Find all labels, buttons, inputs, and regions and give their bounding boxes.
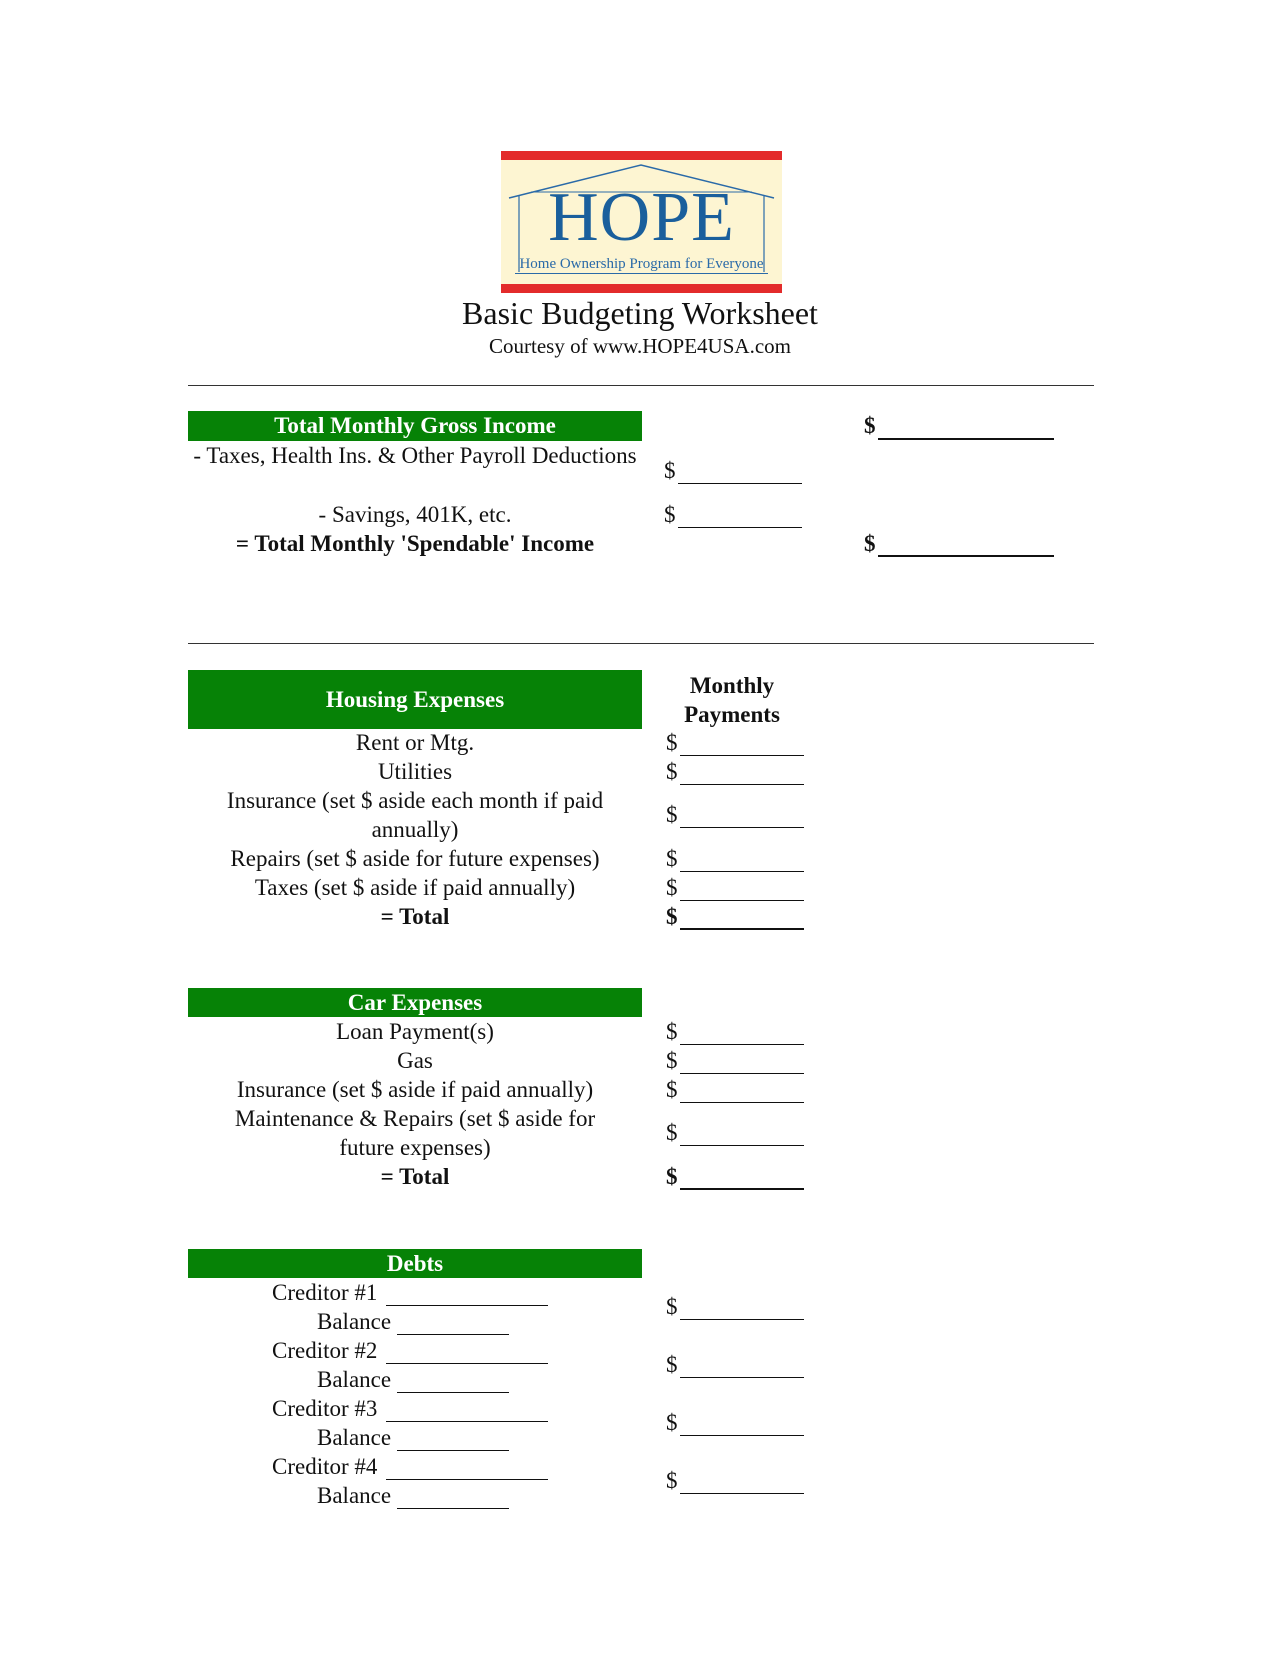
- creditor-4-payment-field[interactable]: [680, 1493, 804, 1494]
- car-total-symbol: $: [666, 1164, 678, 1189]
- creditor-2-label: Creditor #2: [272, 1338, 378, 1363]
- creditor-3-balance-label: Balance: [317, 1425, 392, 1450]
- income-heading: Total Monthly Gross Income: [188, 411, 642, 441]
- creditor-2-balance-label: Balance: [317, 1367, 392, 1392]
- housing-rent-symbol: $: [666, 730, 678, 755]
- deductions-field[interactable]: [678, 483, 802, 484]
- housing-insurance-symbol: $: [666, 802, 678, 827]
- logo-wordmark: HOPE: [548, 179, 735, 256]
- creditor-1-payment-field[interactable]: [680, 1319, 804, 1320]
- creditor-1-name-field[interactable]: [386, 1305, 548, 1306]
- car-loan-field[interactable]: [680, 1044, 804, 1045]
- page-subtitle: Courtesy of www.HOPE4USA.com: [489, 334, 791, 358]
- logo-rule: [515, 273, 768, 274]
- housing-taxes-symbol: $: [666, 875, 678, 900]
- savings-field[interactable]: [678, 527, 802, 528]
- housing-rent-label: Rent or Mtg.: [355, 730, 475, 755]
- housing-insurance-field[interactable]: [680, 827, 804, 828]
- creditor-2-balance-field[interactable]: [397, 1392, 509, 1393]
- logo-top-bar: [501, 151, 782, 160]
- creditor-3-payment-field[interactable]: [680, 1435, 804, 1436]
- car-maintenance-symbol: $: [666, 1120, 678, 1145]
- gross-income-field[interactable]: [878, 438, 1054, 440]
- car-insurance-symbol: $: [666, 1077, 678, 1102]
- savings-label: - Savings, 401K, etc.: [318, 502, 512, 527]
- housing-taxes-label: Taxes (set $ aside if paid annually): [254, 875, 576, 900]
- debts-heading: Debts: [188, 1249, 642, 1278]
- housing-total-label: = Total: [380, 904, 450, 929]
- housing-heading: Housing Expenses: [188, 670, 642, 729]
- car-loan-symbol: $: [666, 1019, 678, 1044]
- deductions-symbol: $: [664, 458, 676, 483]
- car-insurance-label: Insurance (set $ aside if paid annually): [236, 1077, 594, 1102]
- spendable-income-symbol: $: [864, 531, 876, 556]
- creditor-4-label: Creditor #4: [272, 1454, 378, 1479]
- logo-bottom-bar: [501, 284, 782, 293]
- creditor-1-balance-label: Balance: [317, 1309, 392, 1334]
- logo-tagline: Home Ownership Program for Everyone: [519, 256, 764, 272]
- car-maintenance-label: Maintenance & Repairs (set $ aside for future expenses): [234, 1106, 596, 1160]
- housing-rent-field[interactable]: [680, 755, 804, 756]
- divider-middle: [188, 643, 1094, 644]
- monthly-payments-header: Monthly Payments: [684, 673, 780, 727]
- creditor-4-name-field[interactable]: [386, 1479, 548, 1480]
- housing-insurance-label: Insurance (set $ aside each month if paid annually): [226, 788, 604, 842]
- creditor-1-symbol: $: [666, 1294, 678, 1319]
- hope-logo: [501, 151, 782, 293]
- car-gas-field[interactable]: [680, 1073, 804, 1074]
- housing-utilities-field[interactable]: [680, 784, 804, 785]
- housing-utilities-label: Utilities: [377, 759, 453, 784]
- creditor-1-label: Creditor #1: [272, 1280, 378, 1305]
- creditor-3-symbol: $: [666, 1410, 678, 1435]
- deductions-label: - Taxes, Health Ins. & Other Payroll Deductions: [193, 443, 637, 468]
- housing-utilities-symbol: $: [666, 759, 678, 784]
- creditor-3-name-field[interactable]: [386, 1421, 548, 1422]
- spendable-income-label: = Total Monthly 'Spendable' Income: [235, 531, 595, 556]
- car-gas-label: Gas: [397, 1048, 433, 1073]
- housing-repairs-field[interactable]: [680, 871, 804, 872]
- car-total-field[interactable]: [680, 1188, 804, 1190]
- car-heading: Car Expenses: [188, 988, 642, 1017]
- creditor-2-payment-field[interactable]: [680, 1377, 804, 1378]
- housing-taxes-field[interactable]: [680, 900, 804, 901]
- creditor-3-balance-field[interactable]: [397, 1450, 509, 1451]
- savings-symbol: $: [664, 502, 676, 527]
- car-loan-label: Loan Payment(s): [336, 1019, 494, 1044]
- gross-income-symbol: $: [864, 413, 876, 438]
- car-insurance-field[interactable]: [680, 1102, 804, 1103]
- car-maintenance-field[interactable]: [680, 1145, 804, 1146]
- creditor-1-balance-field[interactable]: [397, 1334, 509, 1335]
- creditor-4-symbol: $: [666, 1468, 678, 1493]
- creditor-4-balance-field[interactable]: [397, 1508, 509, 1509]
- car-gas-symbol: $: [666, 1048, 678, 1073]
- housing-total-field[interactable]: [680, 928, 804, 930]
- page-title: Basic Budgeting Worksheet: [462, 295, 818, 331]
- creditor-4-balance-label: Balance: [317, 1483, 392, 1508]
- creditor-3-label: Creditor #3: [272, 1396, 378, 1421]
- divider-top: [188, 385, 1094, 386]
- housing-repairs-symbol: $: [666, 846, 678, 871]
- creditor-2-name-field[interactable]: [386, 1363, 548, 1364]
- car-total-label: = Total: [380, 1164, 450, 1189]
- housing-total-symbol: $: [666, 904, 678, 929]
- spendable-income-field[interactable]: [878, 555, 1054, 557]
- housing-repairs-label: Repairs (set $ aside for future expenses): [230, 846, 600, 871]
- creditor-2-symbol: $: [666, 1352, 678, 1377]
